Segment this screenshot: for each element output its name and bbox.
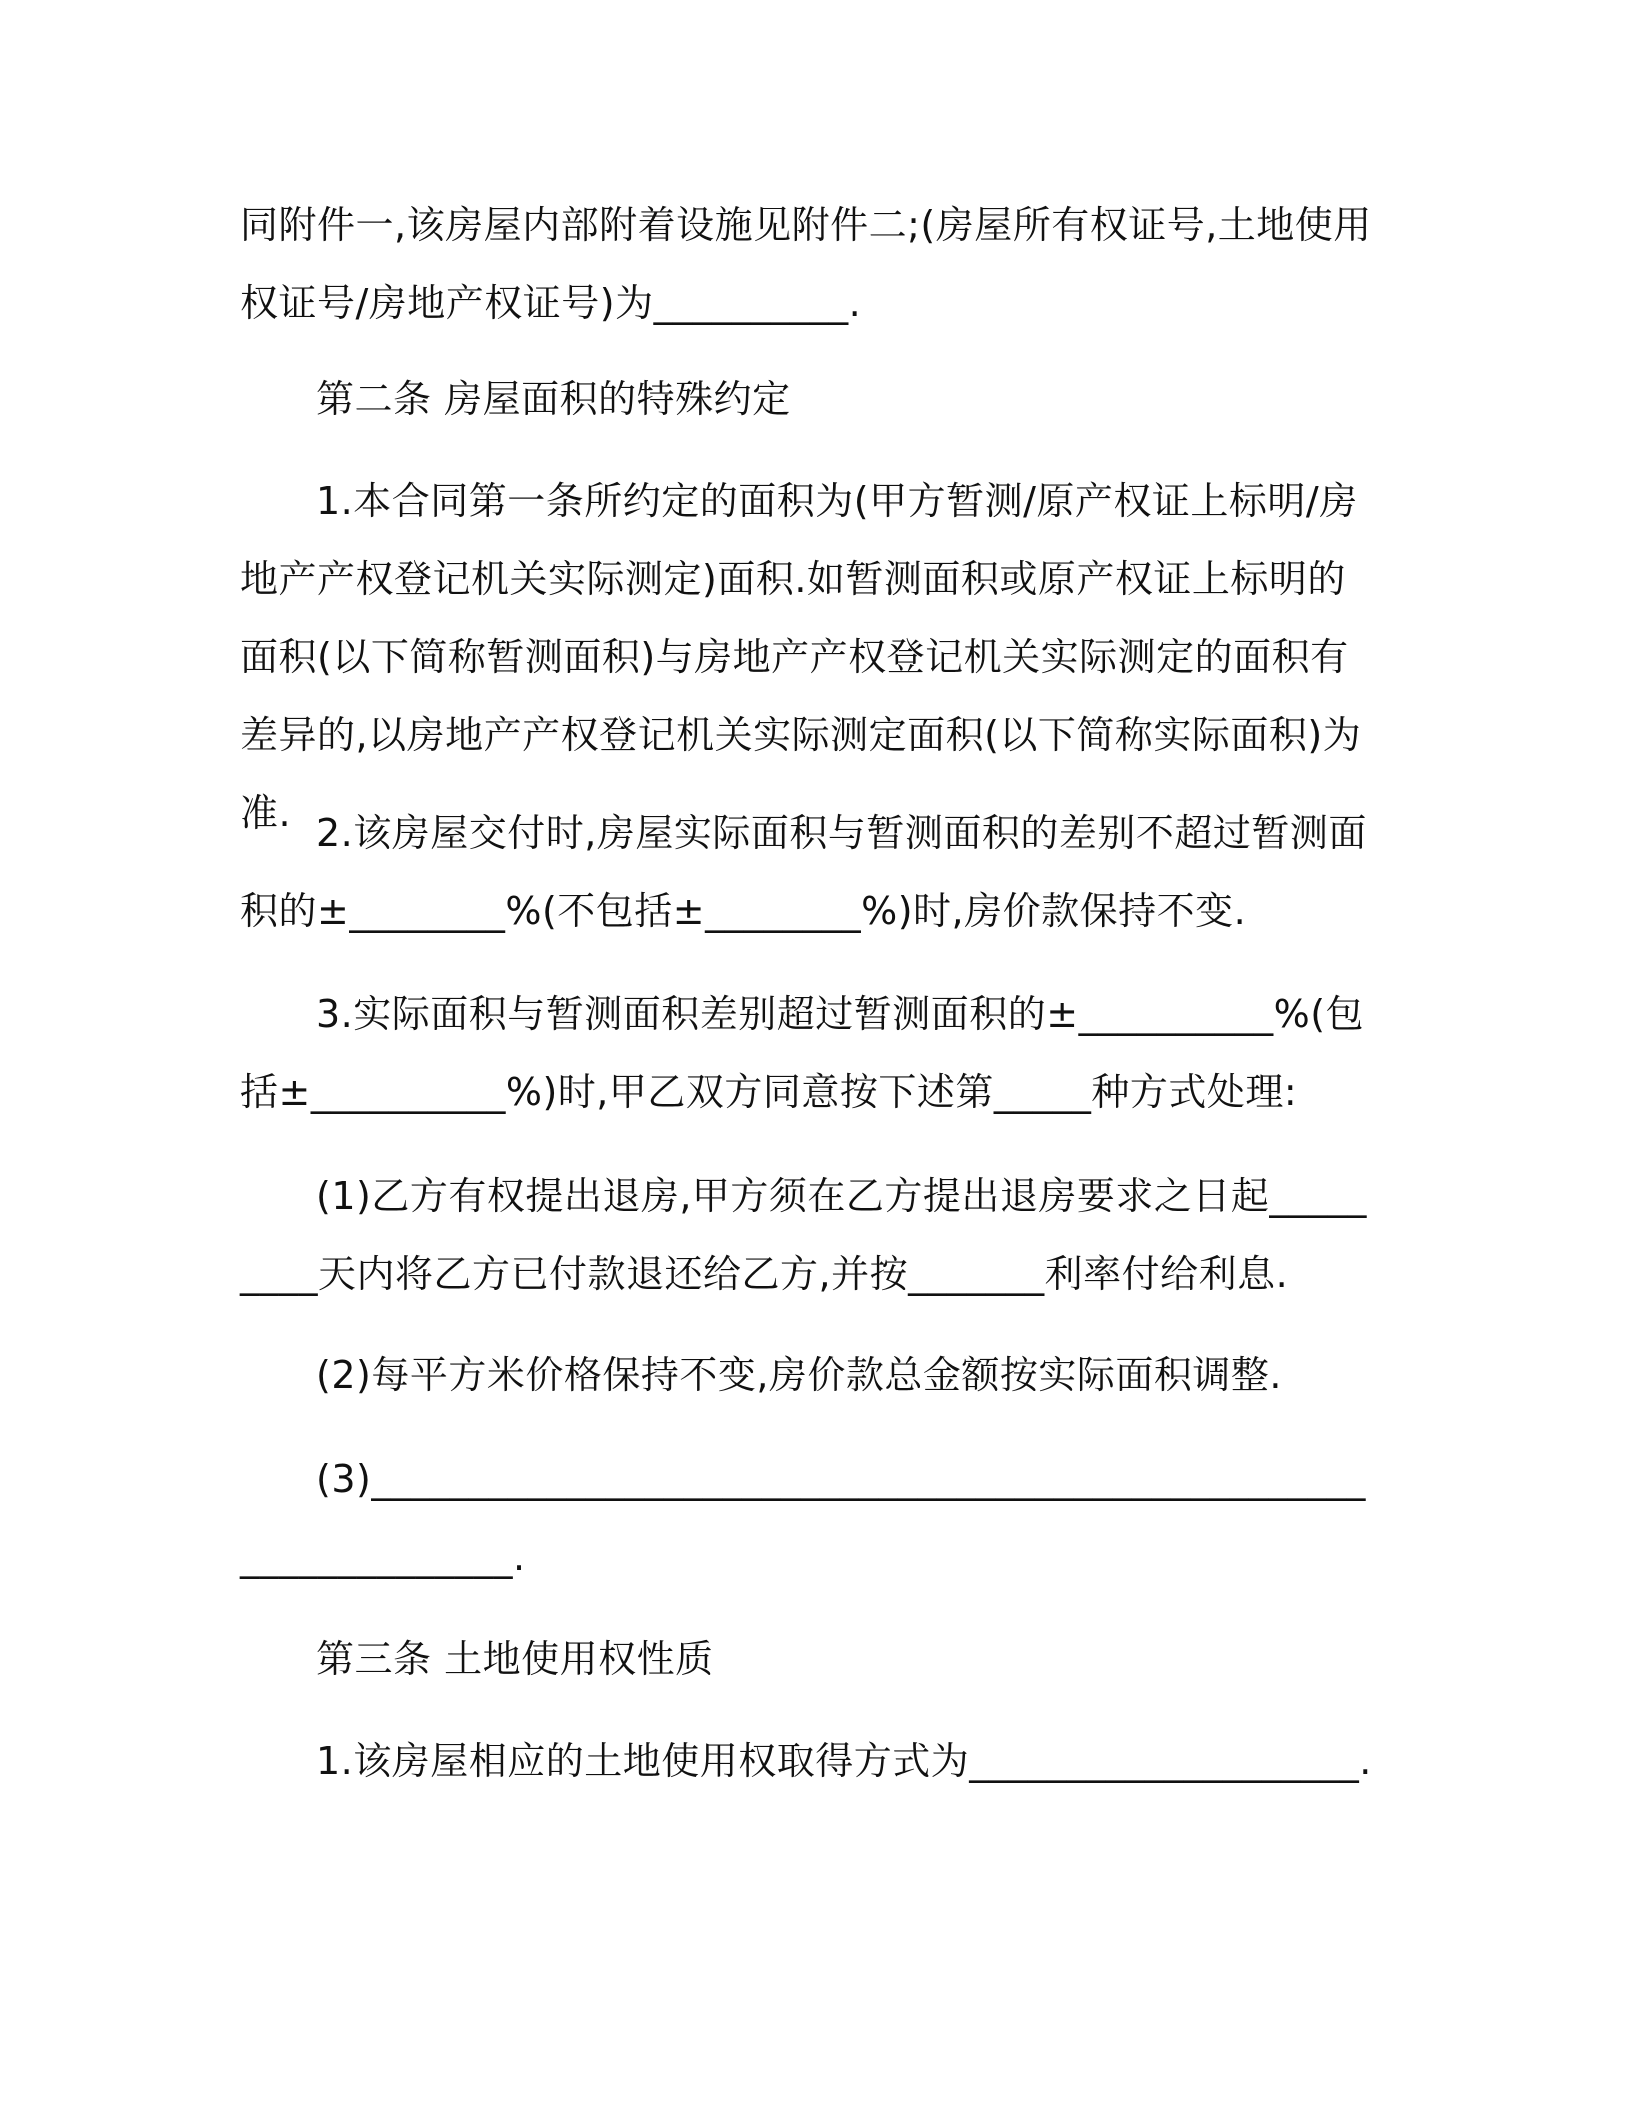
article-2-item-1: 1.本合同第一条所约定的面积为(甲方暂测/原产权证上标明/房地产产权登记机关实际测定)面积.如暂测面积或原产权证上标明的面积(以下简称暂测面积)与房地产产权登记机关实际测定的面积有差异的,以房地产产权登记机关实际测定面积(以下简称实际面积)为准. bbox=[240, 479, 1362, 835]
article-3-heading: 第三条 土地使用权性质 bbox=[316, 1637, 714, 1681]
article-2-option-2: (2)每平方米价格保持不变,房价款总金额按实际面积调整. bbox=[316, 1353, 1282, 1397]
article-2-item-3: 3.实际面积与暂测面积差别超过暂测面积的±__________%(包括±__________%)时,甲乙双方同意按下述第_____种方式处理: bbox=[240, 992, 1365, 1114]
article-2-item-2: 2.该房屋交付时,房屋实际面积与暂测面积的差别不超过暂测面积的±________%(不包括±________%)时,房价款保持不变. bbox=[240, 811, 1367, 933]
article-2-option-3: (3)_________________________________________________________________. bbox=[240, 1457, 1366, 1579]
paragraph-continuation: 同附件一,该房屋内部附着设施见附件二;(房屋所有权证号,土地使用权证号/房地产权证号)为__________. bbox=[240, 203, 1372, 325]
article-2-option-1: (1)乙方有权提出退房,甲方须在乙方提出退房要求之日起_________天内将乙方已付款退还给乙方,并按_______利率付给利息. bbox=[240, 1174, 1367, 1296]
article-2-heading: 第二条 房屋面积的特殊约定 bbox=[316, 377, 791, 421]
article-3-item-1: 1.该房屋相应的土地使用权取得方式为____________________. bbox=[316, 1739, 1372, 1783]
